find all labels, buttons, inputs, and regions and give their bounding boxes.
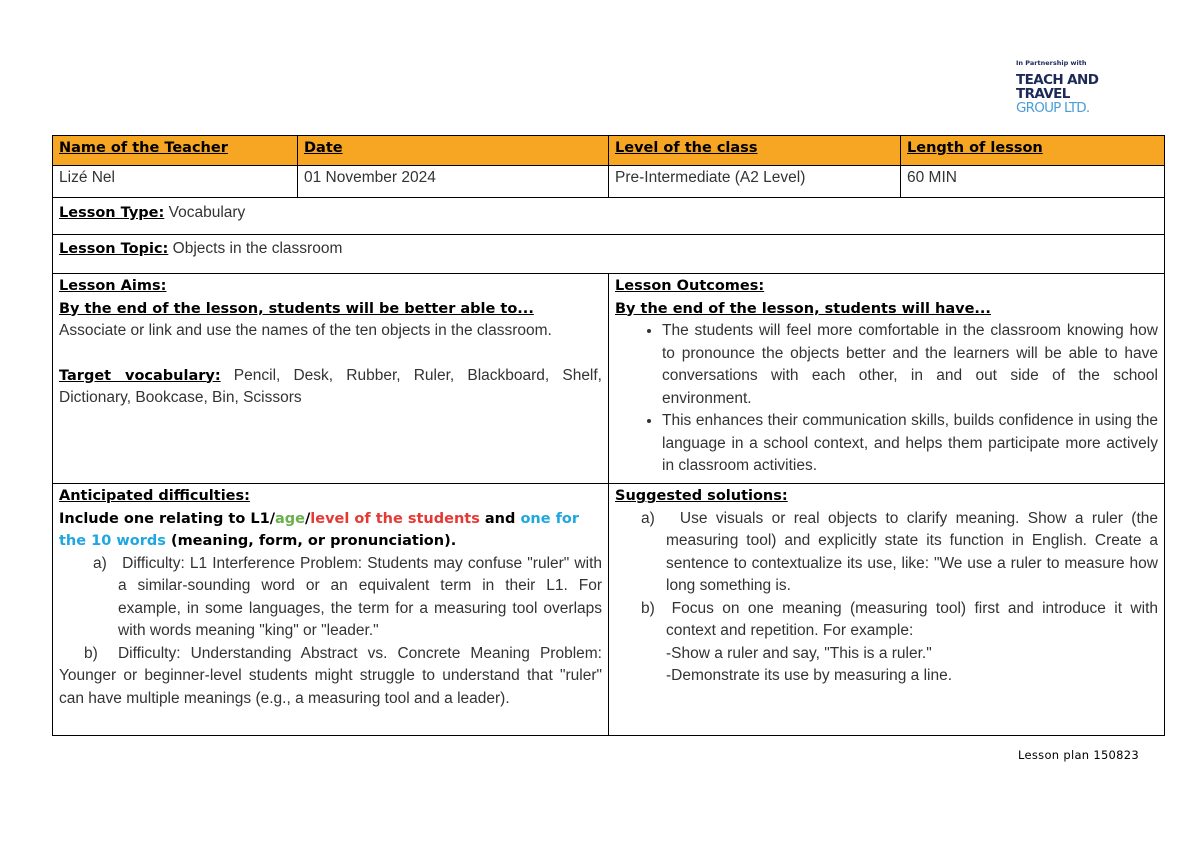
outcomes-subtitle: By the end of the lesson, students will have...: [615, 300, 991, 317]
intro-end: (meaning, form, or pronunciation).: [165, 533, 457, 549]
outcome-item: • The students will feel more comfortable in the classroom knowing how to pronounce the objects better and the learners will be able to have conversations with each other, in and out side of the school environment.: [662, 320, 1158, 410]
intro-and: and: [479, 510, 521, 527]
solution-b-line-1: -Show a ruler and say, "This is a ruler.": [666, 644, 932, 662]
teacher-name-cell: [53, 166, 298, 198]
lesson-plan-table: [52, 135, 1165, 736]
teacher-name: Lizé Nel: [59, 169, 115, 186]
partner-logo: [1016, 59, 1146, 115]
page-footer: Lesson plan 150823: [1018, 748, 1140, 762]
info-row: [53, 166, 1165, 198]
class-level: Pre-Intermediate (A2 Level): [615, 169, 806, 186]
intro-level: level of the students: [310, 510, 480, 527]
level-cell: [609, 166, 901, 198]
lesson-topic-value: Objects in the classroom: [168, 240, 343, 257]
aims-text: Associate or link and use the names of the ten objects in the classroom.: [59, 322, 552, 339]
difficulty-a-text: Difficulty: L1 Interference Problem: Students may confuse "ruler" with a similar-sounding word or an equivalent term in their L1. For example, in some languages, the term for a measuring tool overlaps with words meaning "king" or "leader.": [118, 554, 602, 639]
lesson-type-value: Vocabulary: [164, 204, 246, 221]
lesson-type-row: [53, 198, 1165, 235]
difficulty-b-text: Difficulty: Understanding Abstract vs. Concrete Meaning Problem: Younger or beginner-level students might struggle to understand that "ruler" can have multiple meanings (e.g., a measuring tool and a leader).: [59, 644, 602, 707]
header-date-label: Date: [304, 140, 343, 156]
difficulty-a: [59, 553, 602, 643]
lesson-aims-cell: [53, 274, 609, 484]
target-vocabulary-label: Target vocabulary:: [59, 367, 221, 384]
logo-partnership-text: In Partnership with: [1016, 59, 1087, 67]
header-date-cell: [298, 136, 609, 166]
date-cell: [298, 166, 609, 198]
solution-b-line-2: -Demonstrate its use by measuring a line.: [666, 667, 953, 684]
lesson-length: 60 MIN: [907, 169, 957, 186]
solution-a-marker: a): [641, 509, 655, 527]
aims-outcomes-row: [53, 274, 1165, 484]
outcomes-list: [615, 320, 1158, 478]
difficulty-a-marker: a): [93, 554, 107, 572]
header-level-label: Level of the class: [615, 140, 758, 156]
aims-subtitle: By the end of the lesson, students will be better able to...: [59, 300, 534, 317]
header-length-cell: [901, 136, 1165, 166]
lesson-topic-cell: [53, 235, 1165, 274]
solutions-cell: [609, 484, 1165, 736]
header-teacher-label: Name of the Teacher: [59, 140, 228, 156]
length-cell: [901, 166, 1165, 198]
outcomes-title: Lesson Outcomes:: [615, 278, 765, 294]
logo-line-2: GROUP LTD.: [1016, 100, 1090, 116]
logo-line-1: TEACH AND TRAVEL: [1016, 72, 1099, 102]
lesson-date: 01 November 2024: [304, 169, 436, 186]
intro-part-1: Include one relating to L1/: [59, 510, 275, 527]
aims-title: Lesson Aims:: [59, 278, 167, 294]
header-teacher-cell: [53, 136, 298, 166]
lesson-type-cell: [53, 198, 1165, 235]
solution-b-text: Focus on one meaning (measuring tool) first and introduce it with context and repetition. For example:: [666, 599, 1158, 639]
intro-age: age: [275, 510, 305, 527]
lesson-topic-row: [53, 235, 1165, 274]
difficulty-b: [59, 643, 602, 711]
difficulties-solutions-row: [53, 484, 1165, 736]
header-level-cell: [609, 136, 901, 166]
header-row: [53, 136, 1165, 166]
aims-spacer: [59, 343, 602, 365]
lesson-type-label: Lesson Type:: [59, 205, 165, 221]
target-vocabulary-value: Pencil, Desk, Rubber, Ruler, Blackboard, Shelf, Dictionary, Bookcase, Bin, Scissors: [59, 366, 602, 406]
difficulties-cell: [53, 484, 609, 736]
difficulties-title: Anticipated difficulties:: [59, 488, 250, 504]
outcome-item: • This enhances their communication skills, builds confidence in using the language in a school context, and helps them participate more actively in classroom activities.: [662, 410, 1158, 478]
solution-a: [615, 508, 1158, 598]
lesson-outcomes-cell: [609, 274, 1165, 484]
intro-words: one for the 10 words: [59, 510, 580, 549]
target-vocabulary: [59, 365, 602, 410]
solution-b-marker: b): [641, 599, 655, 617]
lesson-topic-label: Lesson Topic:: [59, 241, 169, 257]
intro-slash: /: [305, 510, 311, 527]
difficulties-intro: [59, 508, 602, 553]
difficulty-b-marker: b): [84, 644, 98, 662]
solution-a-text: Use visuals or real objects to clarify meaning. Show a ruler (the measuring tool) and explicitly state its function in English. Create a sentence to contextualize its use, like: "We use a ruler to measure how long something is.: [666, 509, 1158, 594]
header-length-label: Length of lesson: [907, 140, 1043, 156]
solution-b: [615, 598, 1158, 643]
solutions-title: Suggested solutions:: [615, 488, 788, 504]
